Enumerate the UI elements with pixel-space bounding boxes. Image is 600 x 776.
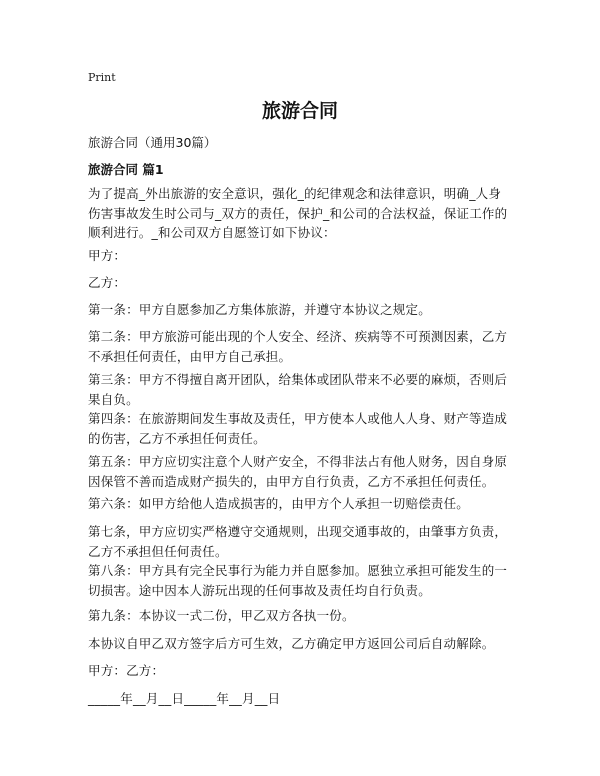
document-subtitle: 旅游合同（通用30篇） <box>88 135 217 150</box>
clause-5: 第五条：甲方应切实注意个人财产安全，不得非法占有他人财务，因自身原因保管不善而造成财产损失的，由甲方自行负责，乙方不承担任何责任。 <box>88 454 508 489</box>
party-a-label: 甲方： <box>88 248 127 263</box>
page-title: 旅游合同 <box>261 100 338 122</box>
clause-1: 第一条：甲方自愿参加乙方集体旅游，并遵守本协议之规定。 <box>88 302 431 317</box>
intro-paragraph: 为了提高_外出旅游的安全意识，强化_的纪律观念和法律意识，明确_人身伤害事故发生时公司与_双方的责任，保护_和公司的合法权益，保证工作的顺利进行。_和公司双方自愿签订如下协议： <box>88 186 508 240</box>
signature-dates: _____年__月__日_____年__月__日 <box>88 691 281 706</box>
clause-3: 第三条：甲方不得擅自离开团队，给集体或团队带来不必要的麻烦，否则后果自负。 <box>88 372 508 407</box>
print-link[interactable]: Print <box>88 71 116 84</box>
clause-6: 第六条：如甲方给他人造成损害的，由甲方个人承担一切赔偿责任。 <box>88 496 470 511</box>
section-heading: 旅游合同 篇1 <box>88 162 164 177</box>
signature-parties: 甲方：乙方： <box>88 663 165 678</box>
clause-7: 第七条，甲方应切实严格遵守交通规则，出现交通事故的，由肇事方负责，乙方不承担但任何责任。 <box>88 524 508 559</box>
clause-2: 第二条：甲方旅游可能出现的个人安全、经济、疾病等不可预测因素，乙方不承担任何责任，由甲方自己承担。 <box>88 329 508 364</box>
clause-4: 第四条：在旅游期间发生事故及责任，甲方使本人或他人人身、财产等造成的伤害，乙方不承担任何责任。 <box>88 411 508 446</box>
effective-clause: 本协议自甲乙双方签字后方可生效，乙方确定甲方返回公司后自动解除。 <box>88 636 495 651</box>
clause-9: 第九条：本协议一式二份，甲乙双方各执一份。 <box>88 608 355 623</box>
party-b-label: 乙方： <box>88 275 127 290</box>
clause-8: 第八条：甲方具有完全民事行为能力并自愿参加。愿独立承担可能发生的一切损害。途中因本人游玩出现的任何事故及责任均自行负责。 <box>88 563 508 598</box>
